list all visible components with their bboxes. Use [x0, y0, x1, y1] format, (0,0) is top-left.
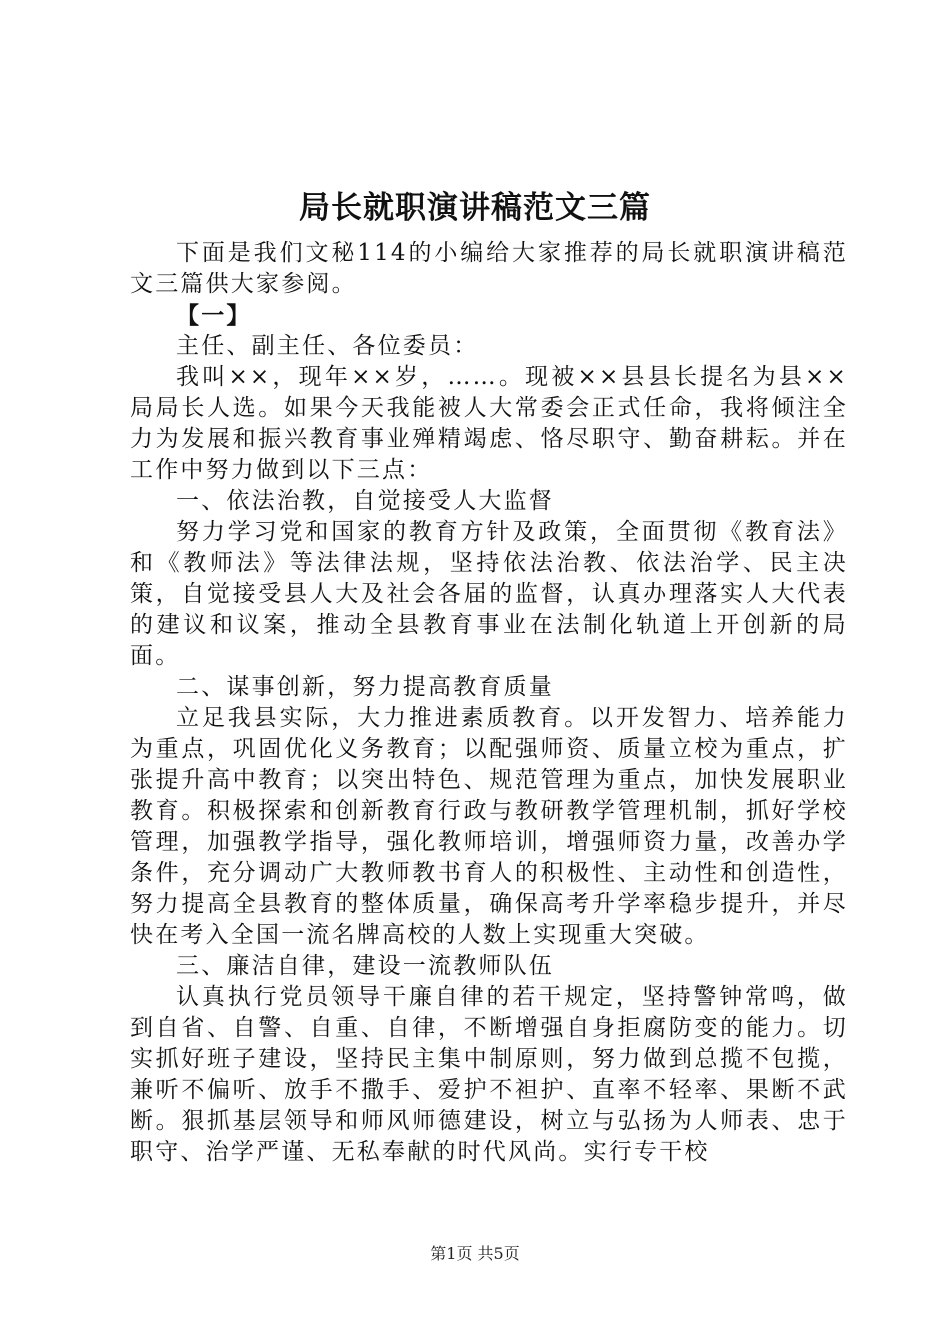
salutation: 主任、副主任、各位委员：	[176, 333, 479, 359]
intro-paragraph: 下面是我们文秘114的小编给大家推荐的局长就职演讲稿范文三篇供大家参阅。	[130, 240, 848, 297]
document-title: 局长就职演讲稿范文三篇	[299, 190, 651, 226]
point-2-heading: 二、谋事创新，努力提高教育质量	[176, 674, 554, 700]
opening-paragraph: 我叫××，现年××岁，……。现被××县县长提名为县××局局长人选。如果今天我能被人大常委会正式任命，我将倾注全力为发展和振兴教育事业殚精竭虑、恪尽职守、勤奋耕耘。并在工作中努力做到以下三点：	[130, 364, 848, 483]
page-footer: 第1页 共5页	[430, 1244, 520, 1263]
point-3-heading: 三、廉洁自律，建设一流教师队伍	[176, 953, 554, 979]
section-marker: 【一】	[176, 302, 252, 329]
document-body	[130, 238, 848, 1168]
point-1-paragraph: 努力学习党和国家的教育方针及政策，全面贯彻《教育法》和《教师法》等法律法规，坚持依法治教、依法治学、民主决策，自觉接受县人大及社会各届的监督，认真办理落实人大代表的建议和议案，推动全县教育事业在法制化轨道上开创新的局面。	[130, 519, 848, 669]
point-1-heading: 一、依法治教，自觉接受人大监督	[176, 488, 554, 514]
point-3-paragraph: 认真执行党员领导干廉自律的若干规定，坚持警钟常鸣，做到自省、自警、自重、自律，不断增强自身拒腐防变的能力。切实抓好班子建设，坚持民主集中制原则，努力做到总揽不包揽，兼听不偏听、放手不撒手、爱护不袒护、直率不轻率、果断不武断。狠抓基层领导和师风师德建设，树立与弘扬为人师表、忠于职守、治学严谨、无私奉献的时代风尚。实行专干校	[130, 984, 848, 1165]
point-2-paragraph: 立足我县实际，大力推进素质教育。以开发智力、培养能力为重点，巩固优化义务教育；以配强师资、质量立校为重点，扩张提升高中教育；以突出特色、规范管理为重点，加快发展职业教育。积极探索和创新教育行政与教研教学管理机制，抓好学校管理，加强教学指导，强化教师培训，增强师资力量，改善办学条件，充分调动广大教师教书育人的积极性、主动性和创造性，努力提高全县教育的整体质量，确保高考升学率稳步提升，并尽快在考入全国一流名牌高校的人数上实现重大突破。	[130, 705, 848, 948]
